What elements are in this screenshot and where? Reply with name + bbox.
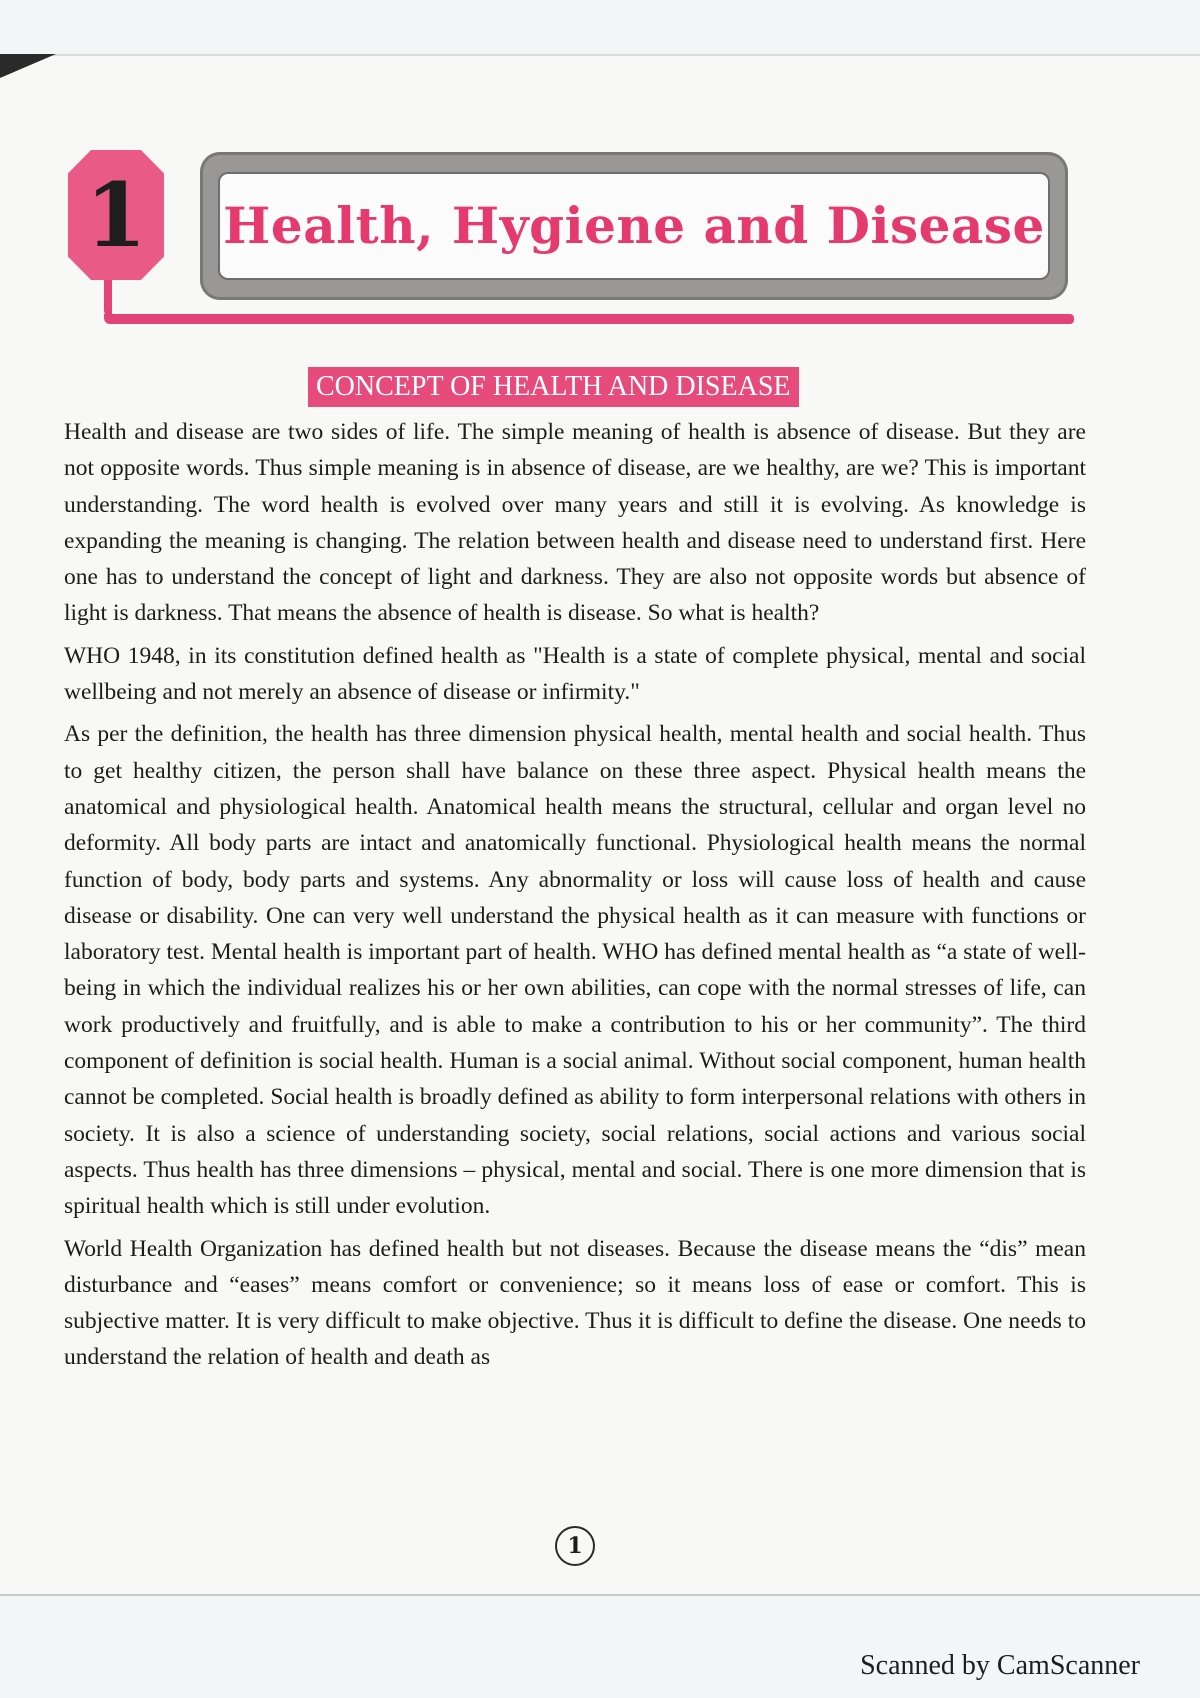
page-corner-shadow	[0, 54, 56, 78]
chapter-title-frame	[200, 152, 1068, 300]
chapter-title: Health, Hygiene and Disease	[223, 196, 1045, 255]
scanner-watermark: Scanned by CamScanner	[860, 1650, 1140, 1681]
title-underline	[104, 314, 1074, 324]
paragraph: As per the definition, the health has three dimension physical health, mental health and social health. Thus to get healthy citizen, the person shall have balance on these three aspect. Physical health means the anatomical and physiological health. Anatomical health means the structural, cellular and organ level no deformity. All body parts are intact and anatomically functional. Physiological health means the normal function of body, body parts and systems. Any abnormality or loss will cause loss of health and cause disease or disability. One can very well understand the physical health as it can measure with functions or laboratory test. Mental health is important part of health. WHO has defined mental health as “a state of well-being in which the individual realizes his or her own abilities, can cope with the normal stresses of life, can work productively and fruitfully, and is able to make a contribution to his or her community”. The third component of definition is social health. Human is a social animal. Without social component, human health cannot be completed. Social health is broadly defined as ability to form interpersonal relations with others in society. It is also a science of understanding society, social relations, social actions and various social aspects. Thus health has three dimensions – physical, mental and social. There is one more dimension that is spiritual health which is still under evolution.	[64, 721, 1086, 1220]
paragraph: World Health Organization has defined health but not diseases. Because the disease means the “dis” mean disturbance and “eases” means comfort or convenience; so it means loss of ease or comfort. This is subjective matter. It is very difficult to make objective. Thus it is difficult to define the disease. One needs to understand the relation of health and death as	[64, 1235, 1086, 1371]
paragraph: WHO 1948, in its constitution defined health as "Health is a state of complete physical, mental and social wellbeing and not merely an absence of disease or infirmity."	[64, 642, 1086, 706]
paragraph: Health and disease are two sides of life. The simple meaning of health is absence of disease. But they are not opposite words. Thus simple meaning is in absence of disease, are we healthy, are we? This is important understanding. The word health is evolved over many years and still it is evolving. As knowledge is expanding the meaning is changing. The relation between health and disease need to understand first. Here one has to understand the concept of light and darkness. They are also not opposite words but absence of light is darkness. That means the absence of health is disease. So what is health?	[64, 419, 1086, 627]
section-heading: CONCEPT OF HEALTH AND DISEASE	[308, 367, 799, 407]
title-accent-bar	[104, 280, 112, 318]
body-text	[64, 414, 1086, 1382]
page-number: 1	[555, 1526, 595, 1566]
chapter-number: 1	[85, 163, 147, 267]
chapter-title-box	[218, 172, 1050, 280]
